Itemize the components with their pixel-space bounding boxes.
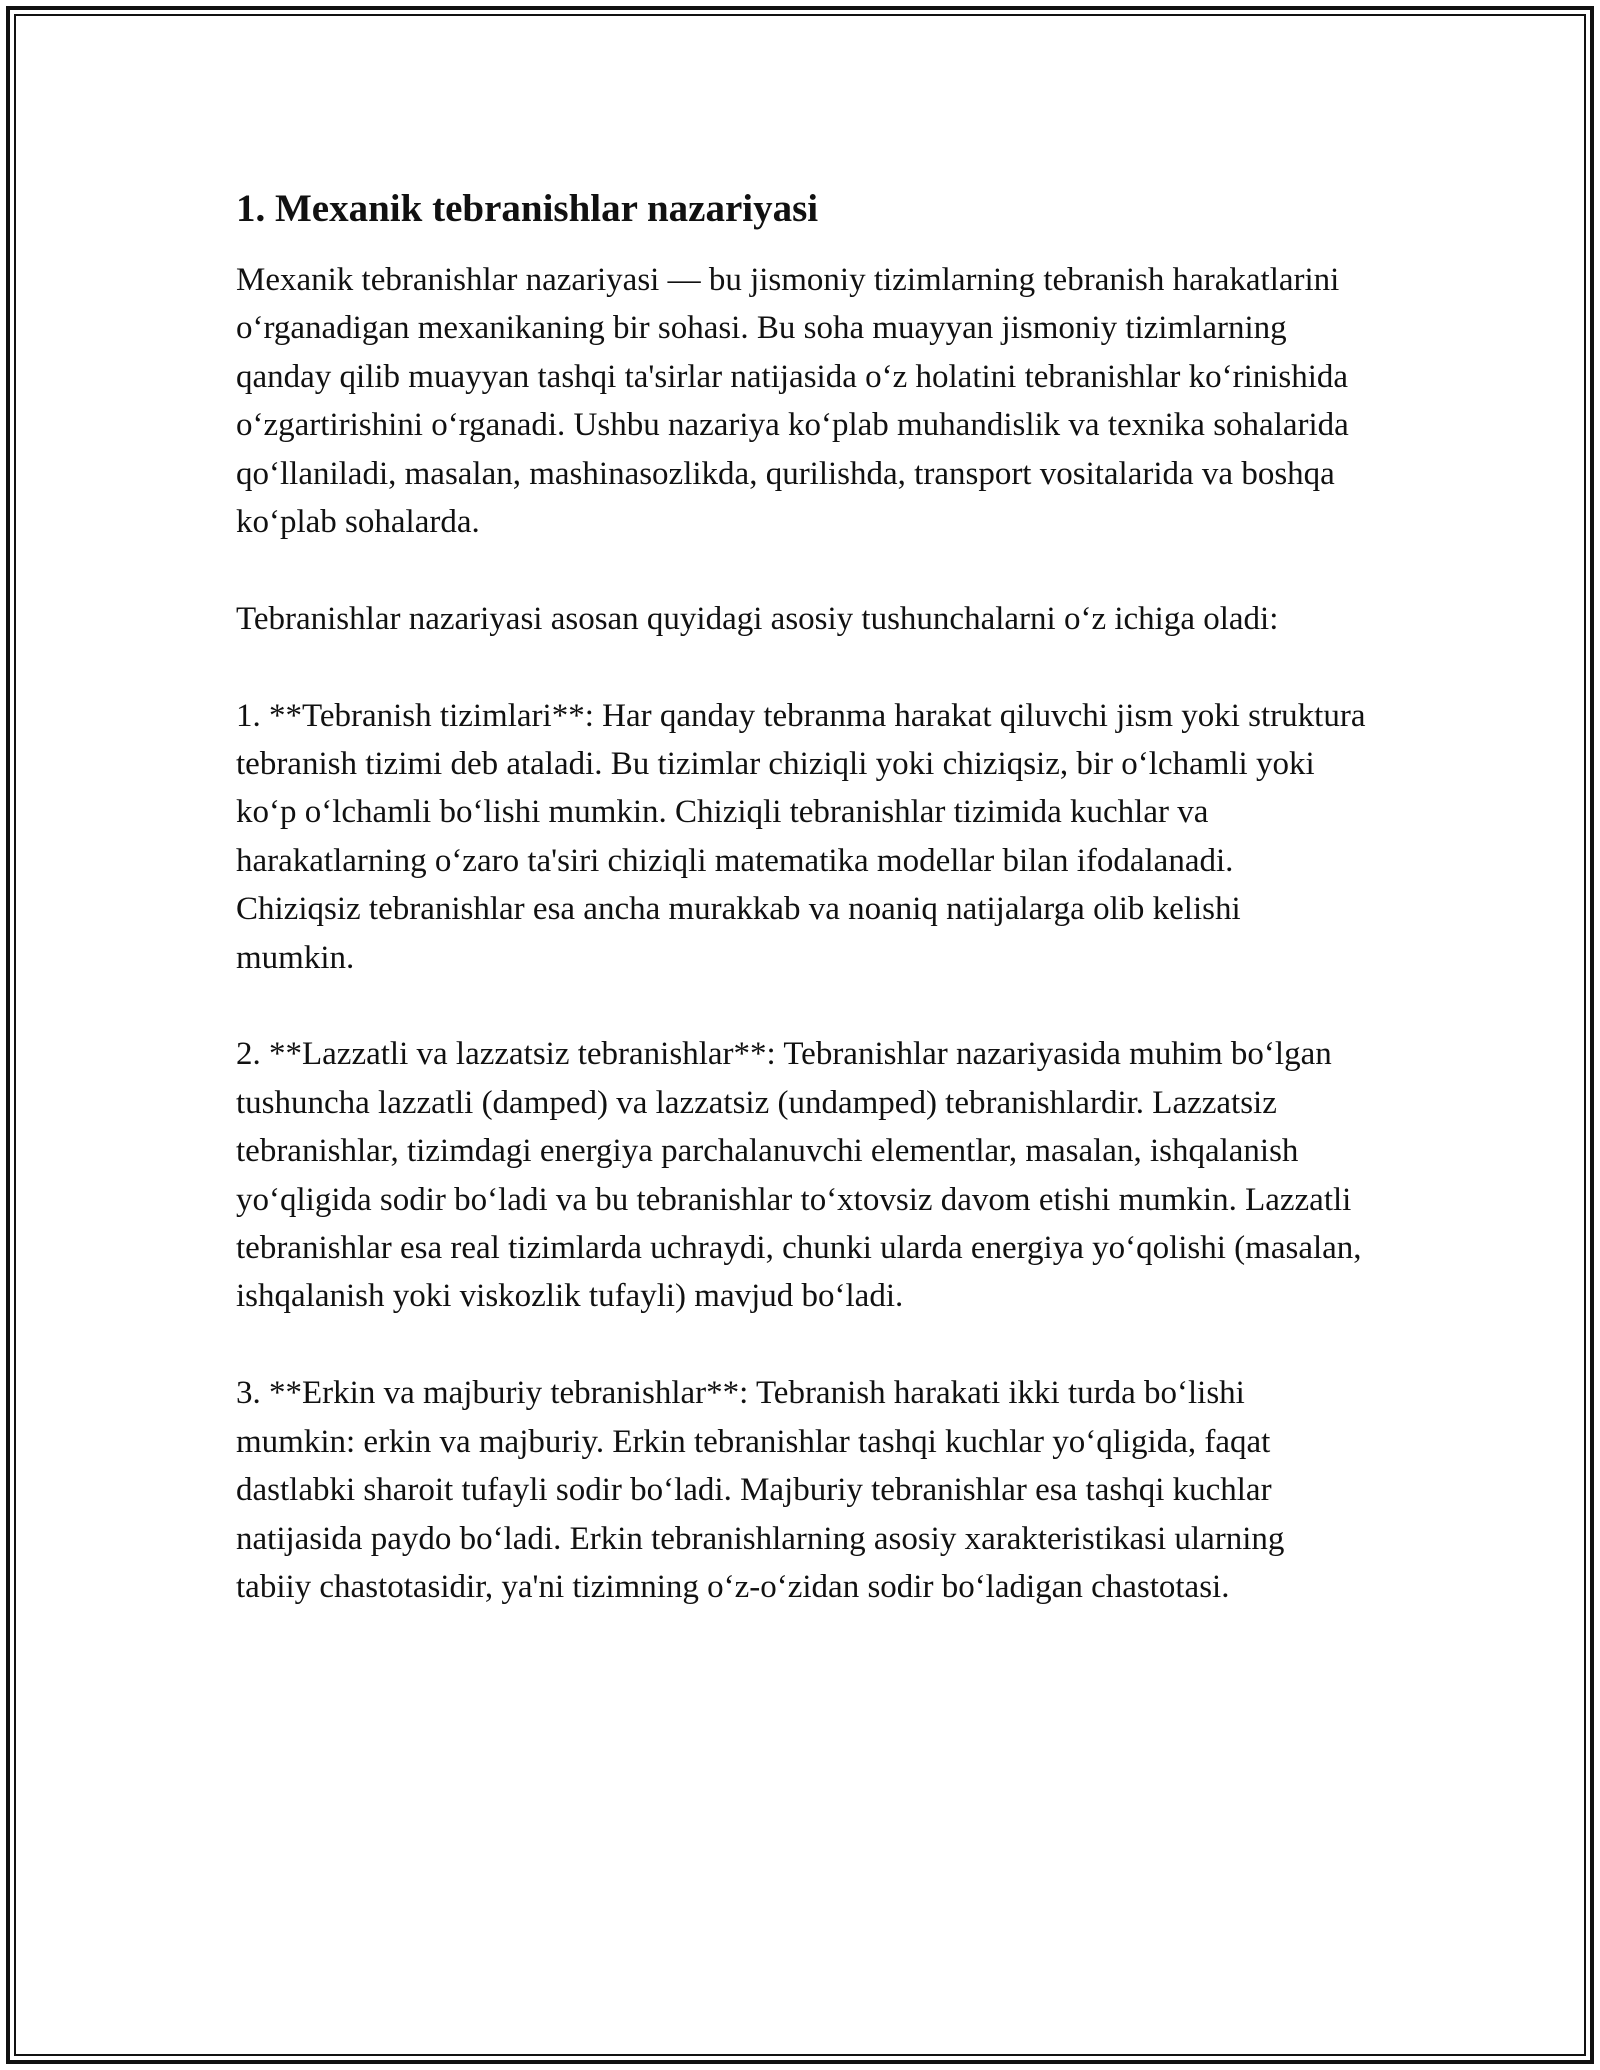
- list-item-oscillation-systems: 1. **Tebranish tizimlari**: Har qanday tebranma harakat qiluvchi jism yoki struktura tebranish tizimi deb ataladi. Bu tizimlar chiziqli yoki chiziqsiz, bir o‘lchamli yoki ko‘p o‘lchamli bo‘lishi mumkin. Chiziqli tebranishlar tizimida kuchlar va harakatlarning o‘zaro ta'siri chiziqli matematika modellar bilan ifodalanadi. Chiziqsiz tebranishlar esa ancha murakkab va noaniq natijalarga olib kelishi mumkin.: [236, 697, 1366, 976]
- paragraph-gap: [236, 1321, 1366, 1369]
- concepts-intro-paragraph: Tebranishlar nazariyasi asosan quyidagi asosiy tushunchalarni o‘z ichiga oladi:: [236, 600, 1279, 637]
- section-heading: 1. Mexanik tebranishlar nazariyasi: [236, 187, 819, 230]
- document-body: [236, 184, 1366, 1611]
- list-item-free-forced: 3. **Erkin va majburiy tebranishlar**: Tebranish harakati ikki turda bo‘lishi mumkin: erkin va majburiy. Erkin tebranishlar tashqi kuchlar yo‘qligida, faqat dastlabki sharoit tufayli sodir bo‘ladi. Majburiy tebranishlar esa tashqi kuchlar natijasida paydo bo‘ladi. Erkin tebranishlarning asosiy xarakteristikasi ularning tabiiy chastotasidir, ya'ni tizimning o‘z-o‘zidan sodir bo‘ladigan chastotasi.: [236, 1375, 1285, 1605]
- paragraph-gap: [236, 982, 1366, 1030]
- paragraph-gap: [236, 643, 1366, 691]
- list-item-damped-undamped: 2. **Lazzatli va lazzatsiz tebranishlar**: Tebranishlar nazariyasida muhim bo‘lgan tushuncha lazzatli (damped) va lazzatsiz (undamped) tebranishlardir. Lazzatsiz tebranishlar, tizimdagi energiya parchalanuvchi elementlar, masalan, ishqalanish yo‘qligida sodir bo‘ladi va bu tebranishlar to‘xtovsiz davom etishi mumkin. Lazzatli tebranishlar esa real tizimlarda uchraydi, chunki ularda energiya yo‘qolishi (masalan, ishqalanish yoki viskozlik tufayli) mavjud bo‘ladi.: [236, 1036, 1362, 1315]
- intro-paragraph: Mexanik tebranishlar nazariyasi — bu jismoniy tizimlarning tebranish harakatlarini o‘rganadigan mexanikaning bir sohasi. Bu soha muayyan jismoniy tizimlarning qanday qilib muayyan tashqi ta'sirlar natijasida o‘z holatini tebranishlar ko‘rinishida o‘zgartirishini o‘rganadi. Ushbu nazariya ko‘plab muhandislik va texnika sohalarida qo‘llaniladi, masalan, mashinasozlikda, qurilishda, transport vositalarida va boshqa ko‘plab sohalarda.: [236, 262, 1349, 541]
- paragraph-gap: [236, 546, 1366, 594]
